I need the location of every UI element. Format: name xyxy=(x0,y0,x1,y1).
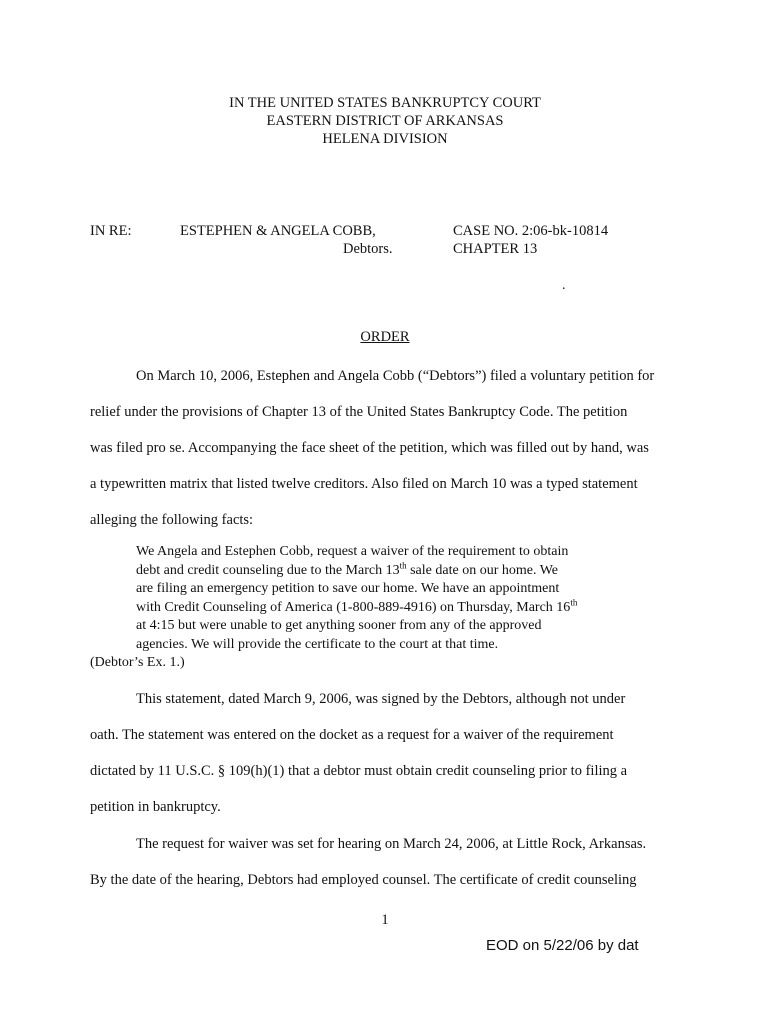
case-caption xyxy=(90,222,710,272)
order-title: ORDER xyxy=(360,329,410,345)
court-heading xyxy=(0,94,770,148)
paragraph-line: was filed pro se. Accompanying the face sheet of the petition, which was filled out by hand, was xyxy=(90,440,649,456)
in-re-label: IN RE: xyxy=(90,223,132,239)
paragraph-line: This statement, dated March 9, 2006, was signed by the Debtors, although not under xyxy=(136,691,626,707)
stray-mark: . xyxy=(562,278,566,293)
quote-line xyxy=(136,559,616,581)
paragraph-line: On March 10, 2006, Estephen and Angela Cobb (“Debtors”) filed a voluntary petition for xyxy=(136,368,655,384)
paragraph-line: petition in bankruptcy. xyxy=(90,799,221,815)
paragraph-line: alleging the following facts: xyxy=(90,512,254,528)
division-name: HELENA DIVISION xyxy=(322,131,448,147)
quote-citation: (Debtor’s Ex. 1.) xyxy=(90,655,185,670)
paragraph-3 xyxy=(90,826,690,898)
quote-line: agencies. We will provide the certificate to the court at that time. xyxy=(136,636,499,652)
eod-stamp: EOD on 5/22/06 by dat xyxy=(486,937,639,954)
court-name: IN THE UNITED STATES BANKRUPTCY COURT xyxy=(229,95,541,111)
quote-line: We Angela and Estephen Cobb, request a waiver of the requirement to obtain xyxy=(136,544,569,559)
chapter-label: CHAPTER 13 xyxy=(453,241,538,257)
page-number: 1 xyxy=(381,912,389,928)
district-name: EASTERN DISTRICT OF ARKANSAS xyxy=(266,113,504,129)
case-number: CASE NO. 2:06-bk-10814 xyxy=(453,223,609,239)
quote-line xyxy=(136,599,616,618)
quote-text: debt and credit counseling due to the March 13 xyxy=(136,562,400,578)
paragraph-line: By the date of the hearing, Debtors had employed counsel. The certificate of credit counseling xyxy=(90,872,637,888)
paragraph-line: a typewritten matrix that listed twelve creditors. Also filed on March 10 was a typed statement xyxy=(90,476,638,492)
ordinal-suffix: th xyxy=(399,559,407,570)
paragraph-line: dictated by 11 U.S.C. § 109(h)(1) that a debtor must obtain credit counseling prior to filing a xyxy=(90,763,628,779)
paragraph-2 xyxy=(90,681,690,825)
quote-line: at 4:15 but were unable to get anything sooner from any of the approved xyxy=(136,618,542,634)
paragraph-line: oath. The statement was entered on the docket as a request for a waiver of the requirement xyxy=(90,727,614,743)
paragraph-line: The request for waiver was set for hearing on March 24, 2006, at Little Rock, Arkansas. xyxy=(136,836,647,852)
debtors-label: Debtors. xyxy=(343,241,393,257)
quote-text: sale date on our home. We xyxy=(406,562,559,578)
paragraph-1 xyxy=(90,358,690,538)
ordinal-suffix: th xyxy=(570,597,578,608)
block-quote xyxy=(136,543,616,655)
debtor-names: ESTEPHEN & ANGELA COBB, xyxy=(180,223,376,239)
quote-line: are filing an emergency petition to save our home. We have an appointment xyxy=(136,581,560,597)
quote-text: with Credit Counseling of America (1-800-889-4916) on Thursday, March 16 xyxy=(136,599,571,615)
paragraph-line: relief under the provisions of Chapter 13 of the United States Bankruptcy Code. The petition xyxy=(90,404,628,420)
